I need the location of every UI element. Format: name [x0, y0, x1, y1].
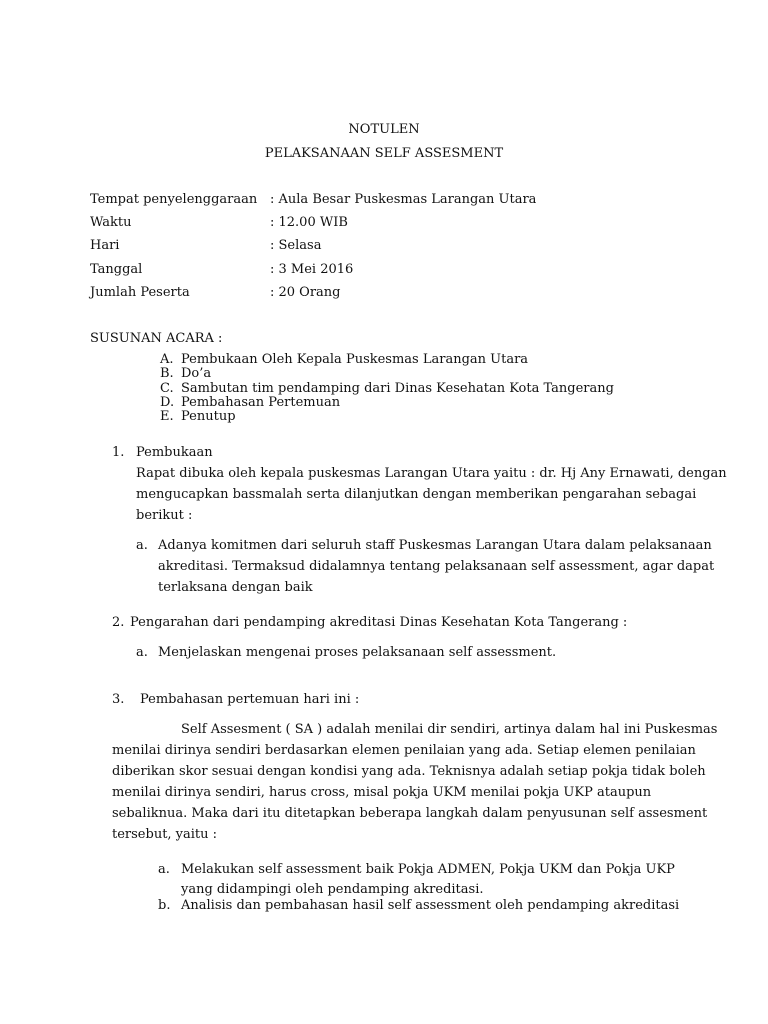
- agenda-item: Pembahasan Pertemuan: [181, 395, 341, 410]
- paragraph-line: menilai dirinya sendiri berdasarkan elemen penilaian yang ada. Setiap elemen penilaian: [112, 743, 696, 758]
- agenda-item: Do’a: [181, 366, 212, 381]
- agenda-marker: D.: [160, 395, 175, 410]
- paragraph-line: berikut :: [136, 508, 193, 523]
- agenda-marker: A.: [160, 352, 174, 367]
- info-label-place: Tempat penyelenggaraan: [90, 192, 258, 207]
- info-label-date: Tanggal: [90, 262, 143, 277]
- subitem-line: Analisis dan pembahasan hasil self assessment oleh pendamping akreditasi: [181, 898, 680, 913]
- subitem-marker: a.: [158, 862, 170, 877]
- paragraph-line: menilai dirinya sendiri, harus cross, misal pokja UKM menilai pokja UKP ataupun: [112, 785, 652, 800]
- subitem-line: terlaksana dengan baik: [158, 580, 313, 595]
- section-title: Pembahasan pertemuan hari ini :: [140, 692, 360, 707]
- info-value-date: : 3 Mei 2016: [270, 262, 354, 277]
- section-number: 2.: [112, 615, 125, 630]
- section-number: 3.: [112, 692, 125, 707]
- info-value-time: : 12.00 WIB: [270, 215, 348, 230]
- agenda-item: Penutup: [181, 409, 236, 424]
- paragraph-line: sebaliknua. Maka dari itu ditetapkan beberapa langkah dalam penyusunan self assesment: [112, 806, 708, 821]
- agenda-heading: SUSUNAN ACARA :: [90, 331, 223, 346]
- paragraph-line: Rapat dibuka oleh kepala puskesmas Larangan Utara yaitu : dr. Hj Any Ernawati, dengan: [136, 466, 727, 481]
- agenda-item: Sambutan tim pendamping dari Dinas Kesehatan Kota Tangerang: [181, 381, 614, 396]
- subitem-line: akreditasi. Termaksud didalamnya tentang pelaksanaan self assessment, agar dapat: [158, 559, 715, 574]
- paragraph-line: mengucapkan bassmalah serta dilanjutkan dengan memberikan pengarahan sebagai: [136, 487, 697, 502]
- section-title: Pengarahan dari pendamping akreditasi Dinas Kesehatan Kota Tangerang :: [130, 615, 628, 630]
- subitem-marker: a.: [136, 538, 148, 553]
- agenda-marker: C.: [160, 381, 174, 396]
- section-number: 1.: [112, 445, 125, 460]
- section-title: Pembukaan: [136, 445, 213, 460]
- subitem-marker: a.: [136, 645, 148, 660]
- agenda-marker: B.: [160, 366, 174, 381]
- subitem-line: Melakukan self assessment baik Pokja ADMEN, Pokja UKM dan Pokja UKP: [181, 862, 675, 877]
- info-value-place: : Aula Besar Puskesmas Larangan Utara: [270, 192, 537, 207]
- subitem-marker: b.: [158, 898, 171, 913]
- paragraph-line: tersebut, yaitu :: [112, 827, 218, 842]
- info-label-time: Waktu: [90, 215, 132, 230]
- info-value-day: : Selasa: [270, 238, 322, 253]
- paragraph-line: Self Assesment ( SA ) adalah menilai dir sendiri, artinya dalam hal ini Puskesmas: [181, 722, 718, 737]
- agenda-marker: E.: [160, 409, 174, 424]
- paragraph-line: diberikan skor sesuai dengan kondisi yang ada. Teknisnya adalah setiap pokja tidak boleh: [112, 764, 706, 779]
- info-label-day: Hari: [90, 238, 120, 253]
- document-title: NOTULEN: [348, 122, 420, 137]
- info-label-participants: Jumlah Peserta: [90, 285, 190, 300]
- subitem-line: yang didampingi oleh pendamping akreditasi.: [181, 882, 484, 897]
- subitem-line: Adanya komitmen dari seluruh staff Puskesmas Larangan Utara dalam pelaksanaan: [158, 538, 712, 553]
- info-value-participants: : 20 Orang: [270, 285, 341, 300]
- document-subtitle: PELAKSANAAN SELF ASSESMENT: [264, 146, 504, 161]
- subitem-line: Menjelaskan mengenai proses pelaksanaan self assessment.: [158, 645, 557, 660]
- agenda-item: Pembukaan Oleh Kepala Puskesmas Larangan Utara: [181, 352, 529, 367]
